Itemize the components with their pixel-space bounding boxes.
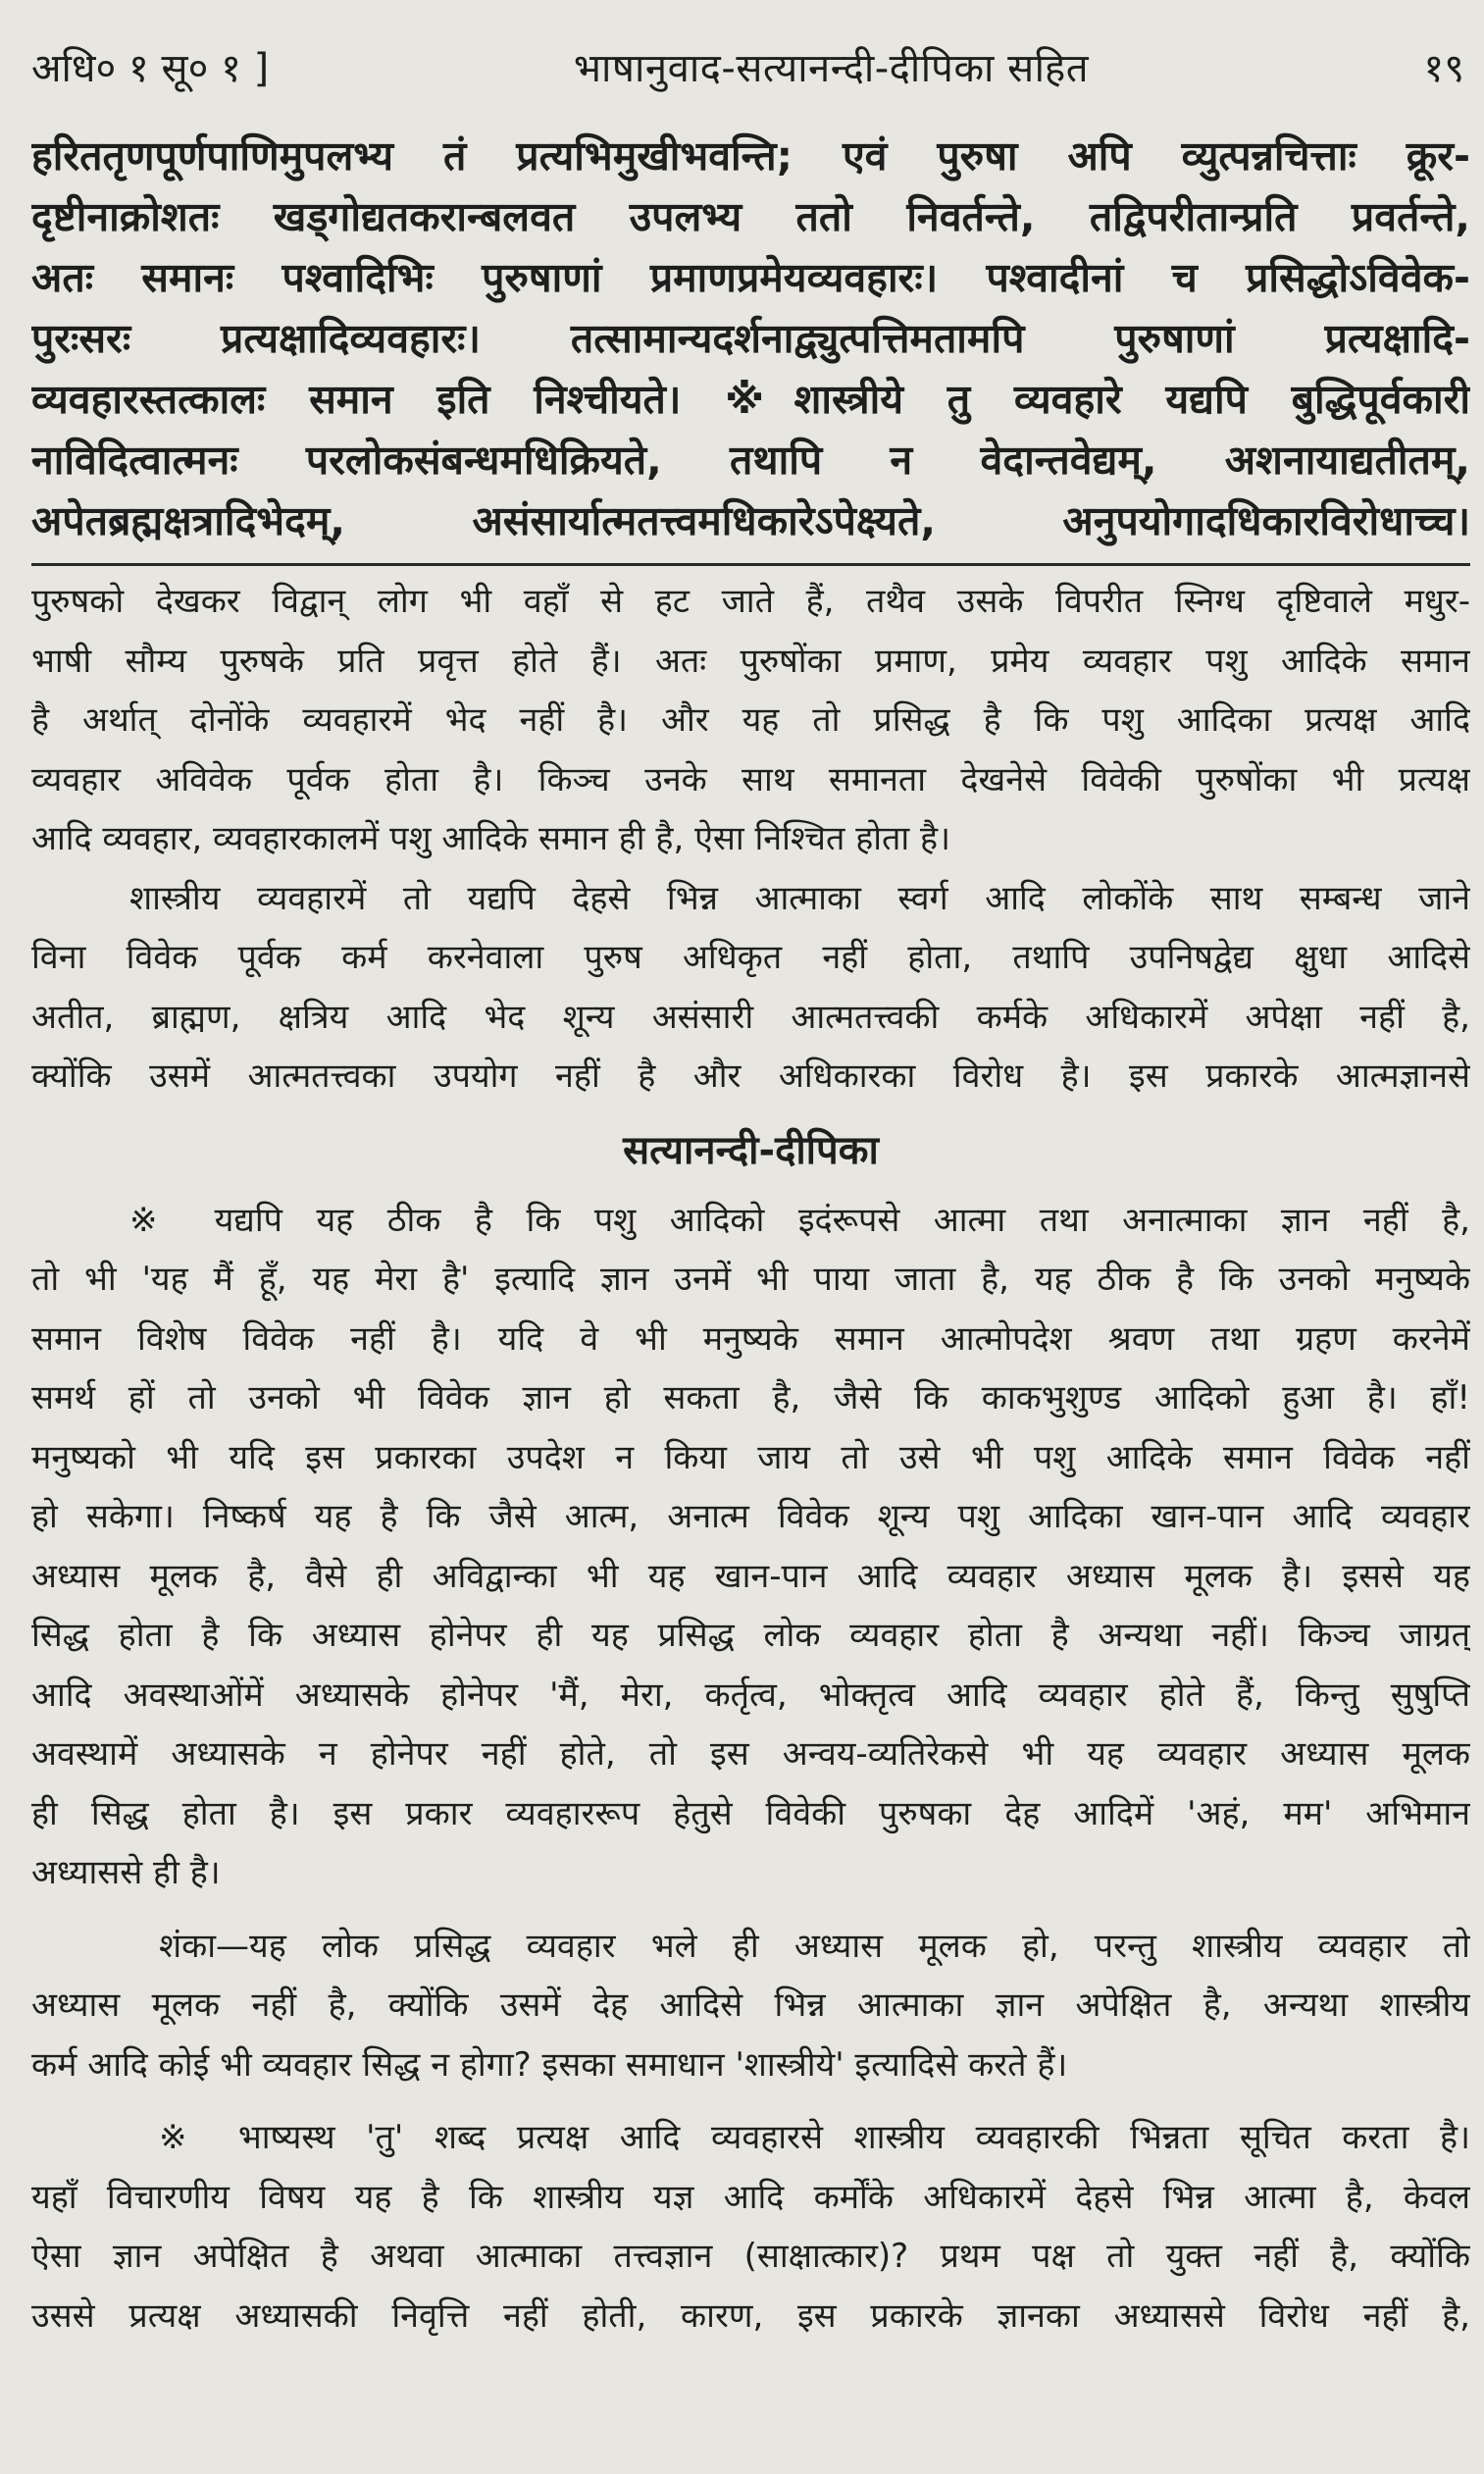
translation-line: क्योंकि उसमें आत्मतत्त्वका उपयोग नहीं है और अधिकारका विरोध है। इस प्रकारके आत्मज्ञानसे [31, 1057, 1470, 1096]
commentary-line: समर्थ हों तो उनको भी विवेक ज्ञान हो सकता है, जैसे कि काकभुशुण्ड आदिको हुआ है। हाँ! [31, 1378, 1470, 1417]
commentary-line: अवस्थामें अध्यासके न होनेपर नहीं होते, तो इस अन्वय-व्यतिरेकसे भी यह व्यवहार अध्यास मूलक [31, 1734, 1470, 1774]
commentary-line: ※ भाष्यस्थ 'तु' शब्द प्रत्यक्ष आदि व्यवहारसे शास्त्रीय व्यवहारकी भिन्नता सूचित करता है। [159, 2118, 1470, 2157]
paragraph-gap [31, 2094, 1470, 2108]
translation-line: शास्त्रीय व्यवहारमें तो यद्यपि देहसे भिन्न आत्माका स्वर्ग आदि लोकोंके साथ सम्बन्ध जाने [129, 878, 1470, 918]
commentary-line: ही सिद्ध होता है। इस प्रकार व्यवहाररूप हेतुसे विवेकी पुरुषका देह आदिमें 'अहं, मम' अभिमान [31, 1793, 1470, 1833]
sanskrit-line: नाविदित्वात्मनः परलोकसंबन्धमधिक्रियते, तथापि न वेदान्तवेद्यम्, अशनायाद्यतीतम्, [31, 437, 1470, 484]
sanskrit-line: हरिततृणपूर्णपाणिमुपलभ्य तं प्रत्यभिमुखीभवन्ति; एवं पुरुषा अपि व्युत्पन्नचित्ताः क्रूर- [31, 132, 1470, 180]
commentary-line: तो भी 'यह मैं हूँ, यह मेरा है' इत्यादि ज्ञान उनमें भी पाया जाता है, यह ठीक है कि उनको मनुष्यके [31, 1260, 1470, 1299]
running-title: भाषानुवाद-सत्यानन्दी-दीपिका सहित [573, 46, 1090, 91]
sanskrit-bhashya-text [31, 126, 1470, 559]
commentary-line: ऐसा ज्ञान अपेक्षित है अथवा आत्माका तत्त्वज्ञान (साक्षात्कार)? प्रथम पक्ष तो युक्त नहीं है, क्योंकि [31, 2237, 1470, 2276]
commentary-line: शंका—यह लोक प्रसिद्ध व्यवहार भले ही अध्यास मूलक हो, परन्तु शास्त्रीय व्यवहार तो [159, 1926, 1470, 1966]
commentary-line: हो सकेगा। निष्कर्ष यह है कि जैसे आत्म, अनात्म विवेक शून्य पशु आदिका खान-पान आदि व्यवहार [31, 1497, 1470, 1536]
paragraph-gap [31, 1903, 1470, 1917]
commentary-line: आदि अवस्थाओंमें अध्यासके होनेपर 'मैं, मेरा, कर्तृत्व, भोक्तृत्व आदि व्यवहार होते हैं, किन्तु सुषुप्ति [31, 1675, 1470, 1715]
commentary-line: अध्यास मूलक नहीं है, क्योंकि उसमें देह आदिसे भिन्न आत्माका ज्ञान अपेक्षित है, अन्यथा शास्त्रीय [31, 1985, 1470, 2025]
dipika-commentary [31, 1191, 1470, 2346]
commentary-line: अध्याससे ही है। [31, 1853, 221, 1892]
translation-line: आदि व्यवहार, व्यवहारकालमें पशु आदिके समान ही है, ऐसा निश्चित होता है। [31, 819, 950, 858]
commentary-line: मनुष्यको भी यदि इस प्रकारका उपदेश न किया जाय तो उसे भी पशु आदिके समान विवेक नहीं [31, 1437, 1470, 1477]
commentary-line: कर्म आदि कोई भी व्यवहार सिद्ध न होगा? इसका समाधान 'शास्त्रीये' इत्यादिसे करते हैं। [31, 2044, 1068, 2085]
commentary-line: समान विशेष विवेक नहीं है। यदि वे भी मनुष्यके समान आत्मोपदेश श्रवण तथा ग्रहण करनेमें [31, 1318, 1470, 1359]
translation-line: अतीत, ब्राह्मण, क्षत्रिय आदि भेद शून्य असंसारी आत्मतत्त्वकी कर्मके अधिकारमें अपेक्षा नहीं है, [31, 997, 1470, 1037]
sanskrit-line: अतः समानः पश्वादिभिः पुरुषाणां प्रमाणप्रमेयव्यवहारः। पश्वादीनां च प्रसिद्धोऽविवेक- [31, 254, 1470, 301]
translation-line: विना विवेक पूर्वक कर्म करनेवाला पुरुष अधिकृत नहीं होता, तथापि उपनिषद्वेद्य क्षुधा आदिसे [31, 938, 1470, 977]
commentary-line: सिद्ध होता है कि अध्यास होनेपर ही यह प्रसिद्ध लोक व्यवहार होता है अन्यथा नहीं। किञ्च जाग्रत् [31, 1616, 1470, 1655]
sanskrit-line: अपेतब्रह्मक्षत्रादिभेदम्, असंसार्यात्मतत्त्वमधिकारेऽपेक्ष्यते, अनुपयोगादधिकारविरोधाच्च। [31, 497, 1470, 544]
translation-line: पुरुषको देखकर विद्वान् लोग भी वहाँ से हट जाते हैं, तथैव उसके विपरीत स्निग्ध दृष्टिवाले मधुर- [31, 582, 1470, 621]
sanskrit-line: दृष्टीनाक्रोशतः खड्गोद्यतकरान्बलवत उपलभ्य ततो निवर्तन्ते, तद्विपरीतान्प्रति प्रवर्तन्ते, [31, 193, 1470, 240]
commentary-line: उससे प्रत्यक्ष अध्यासकी निवृत्ति नहीं होती, कारण, इस प्रकारके ज्ञानका अध्याससे विरोध नहीं है, [31, 2295, 1470, 2336]
divider-rule [31, 563, 1470, 566]
translation-line: भाषी सौम्य पुरुषके प्रति प्रवृत्त होते हैं। अतः पुरुषोंका प्रमाण, प्रमेय व्यवहार पशु आदिके समान [31, 641, 1470, 681]
chapter-sutra-reference: अधि० १ सू० १ ] [31, 46, 270, 91]
translation-line: है अर्थात् दोनोंके व्यवहारमें भेद नहीं है। और यह तो प्रसिद्ध है कि पशु आदिका प्रत्यक्ष आदि [31, 700, 1470, 740]
translation-line: व्यवहार अविवेक पूर्वक होता है। किञ्च उनके साथ समानता देखनेसे विवेकी पुरुषोंका भी प्रत्यक्ष [31, 759, 1470, 799]
commentary-line: ※ यद्यपि यह ठीक है कि पशु आदिको इदंरूपसे आत्मा तथा अनात्माका ज्ञान नहीं है, [129, 1200, 1470, 1240]
commentary-line: यहाँ विचारणीय विषय यह है कि शास्त्रीय यज्ञ आदि कर्मोंके अधिकारमें देहसे भिन्न आत्मा है, केवल [31, 2177, 1470, 2217]
page-number: १९ [1423, 46, 1464, 91]
sanskrit-line: पुरःसरः प्रत्यक्षादिव्यवहारः। तत्सामान्यदर्शनाद्व्युत्पत्तिमतामपि पुरुषाणां प्रत्यक्षादि- [31, 315, 1470, 362]
section-heading: सत्यानन्दी-दीपिका [623, 1127, 879, 1173]
running-header [31, 39, 1464, 98]
hindi-translation [31, 572, 1470, 1107]
sanskrit-line: व्यवहारस्तत्कालः समान इति निश्चीयते। ※शास्त्रीये तु व्यवहारे यद्यपि बुद्धिपूर्वकारी [31, 376, 1470, 423]
commentary-line: अध्यास मूलक है, वैसे ही अविद्वान्का भी यह खान-पान आदि व्यवहार अध्यास मूलक है। इससे यह [31, 1556, 1470, 1596]
